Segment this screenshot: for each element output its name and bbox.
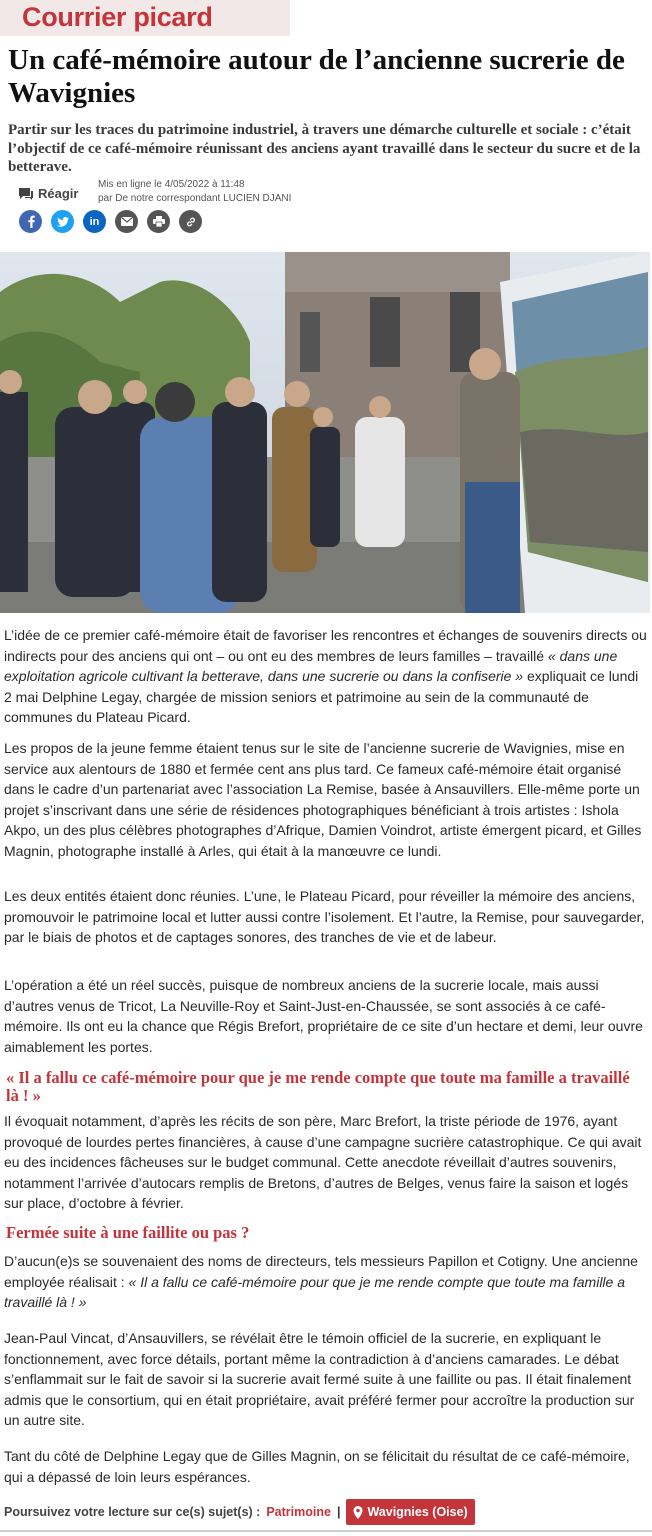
brand-logo: Courrier picard (22, 2, 213, 32)
article-title: Un café-mémoire autour de l’ancienne sucrerie de Wavignies (8, 44, 625, 109)
section-heading: Fermée suite à une faillite ou pas ? (6, 1223, 250, 1242)
article-photo (0, 252, 650, 613)
tag-separator: | (336, 1505, 341, 1519)
tag-location[interactable]: Wavignies (Oise) (346, 1499, 474, 1525)
article-meta (18, 178, 418, 208)
paragraph-6: D’aucun(e)s se souvenaient des noms de directeurs, tels messieurs Papillon et Cotigny. Une ancienne employée réalisait : « Il a fallu ce café-mémoire pour que je me rende compte que toute ma famille a travaillé là ! » (4, 1253, 638, 1310)
twitter-icon[interactable] (51, 210, 74, 233)
react-button[interactable] (18, 186, 78, 201)
footer-divider (0, 1530, 652, 1532)
inline-quote: « Il a fallu ce café-mémoire pour que je me rende compte que toute ma famille a travaillé là ! » (4, 1273, 625, 1310)
link-icon[interactable] (179, 210, 202, 233)
paragraph-8: Tant du côté de Delphine Legay que de Gilles Magnin, on se félicitait du résultat de ce café-mémoire, qui a dépassé de loin leurs espérances. (4, 1448, 630, 1485)
paragraph-1: L’idée de ce premier café-mémoire était de favoriser les rencontres et échanges de souvenirs directs ou indirects pour des anciens qui ont – ou ont eu des membres de leurs familles – travaillé « dans une exploitation agricole cultivant la betterave, dans une sucrerie ou dans la confiserie » expliquait ce lundi 2 mai Delphine Legay, chargée de mission seniors et patrimoine au sein de la communauté de communes du Plateau Picard. (4, 627, 647, 725)
comment-icon (18, 187, 34, 201)
mail-icon[interactable] (115, 210, 138, 233)
photo-illustration (0, 252, 650, 613)
share-bar (19, 210, 202, 233)
paragraph-3: Les deux entités étaient donc réunies. L’une, le Plateau Picard, pour réveiller la mémoire des anciens, promouvoir le patrimoine local et lutter aussi contre l’isolement. Et l’autre, la Remise, pour sauvegarder, par le biais de photos et de captages sonores, des tranches de vie et de labeur. (4, 888, 645, 945)
paragraph-5: Il évoquait notamment, d’après les récits de son père, Marc Brefort, la triste période de 1976, ayant provoqué de lourdes pertes financières, à cause d’une campagne sucrière catastrophique. Ce qui avait eu des incidences fâcheuses sur le budget communal. Cette anecdote réveillait d’autres souvenirs, notamment l’arrivée d’autocars remplis de Bretons, d’autres de Belges, venus faire la saison et logés sur place, d’octobre à février. (4, 1113, 642, 1211)
paragraph-4: L’opération a été un réel succès, puisque de nombreux anciens de la sucrerie locale, mais aussi d’autres venus de Tricot, La Neuville-Roy et Saint-Just-en-Chaussée, se sont associés à ce café-mémoire. Ils ont eu la chance que Régis Brefort, propriétaire de ce site d’un hectare et demi, leur ouvre aimablement les portes. (4, 977, 643, 1055)
paragraph-2: Les propos de la jeune femme étaient tenus sur le site de l’ancienne sucrerie de Wavignies, mise en service aux alentours de 1880 et fermée cent ans plus tard. Ce fameux café-mémoire était organisé dans le cadre d’un partenariat avec l’association La Remise, basée à Ansauvillers. Elle-même porte un projet s’inscrivant dans une série de résidences photographiques bénéficiant à trois artistes : Ishola Akpo, un des plus célèbres photographes d’Afrique, Damien Voindrot, artiste émergent picard, et Gilles Magnin, photographe installé à Arles, qui était à la manœuvre ce lundi. (4, 740, 642, 859)
article-chapo: Partir sur les traces du patrimoine industriel, à travers une démarche culturelle et sociale : c’était l’objectif de ce café-mémoire réunissant des anciens ayant travaillé dans le secteur du sucre et de la betterave. (8, 122, 641, 175)
facebook-icon[interactable] (19, 210, 42, 233)
quote-heading: « Il a fallu ce café-mémoire pour que je me rende compte que toute ma famille a travaillé là ! » (6, 1068, 630, 1105)
location-pin-icon (353, 1506, 363, 1519)
related-lead: Poursuivez votre lecture sur ce(s) sujet(s) : (4, 1505, 261, 1519)
tag-patrimoine[interactable]: Patrimoine (266, 1505, 331, 1519)
publication-info (98, 178, 291, 206)
linkedin-icon[interactable]: in (83, 210, 106, 233)
published-date: Mis en ligne le 4/05/2022 à 11:48 (98, 179, 245, 190)
inline-quote: « dans une exploitation agricole cultivant la betterave, dans une sucrerie ou dans la confiserie » (4, 647, 618, 684)
print-icon[interactable] (147, 210, 170, 233)
author-line: par De notre correspondant LUCIEN DJANI (98, 193, 292, 204)
paragraph-7: Jean-Paul Vincat, d’Ansauvillers, se révélait être le témoin officiel de la sucrerie, en expliquant le fonctionnement, avec force détails, portant même la contradiction à d’anciens camarades. Le débat s’enflammait sur le fait de savoir si la sucrerie avait fermé suite à une faillite ou pas. Il était finalement admis que le consortium, qui en était propriétaire, avait préféré fermer pour accroître la production sur un autre site. (4, 1330, 635, 1428)
related-topics (4, 1498, 644, 1526)
brand-banner[interactable] (0, 0, 290, 36)
react-label: Réagir (38, 186, 79, 201)
